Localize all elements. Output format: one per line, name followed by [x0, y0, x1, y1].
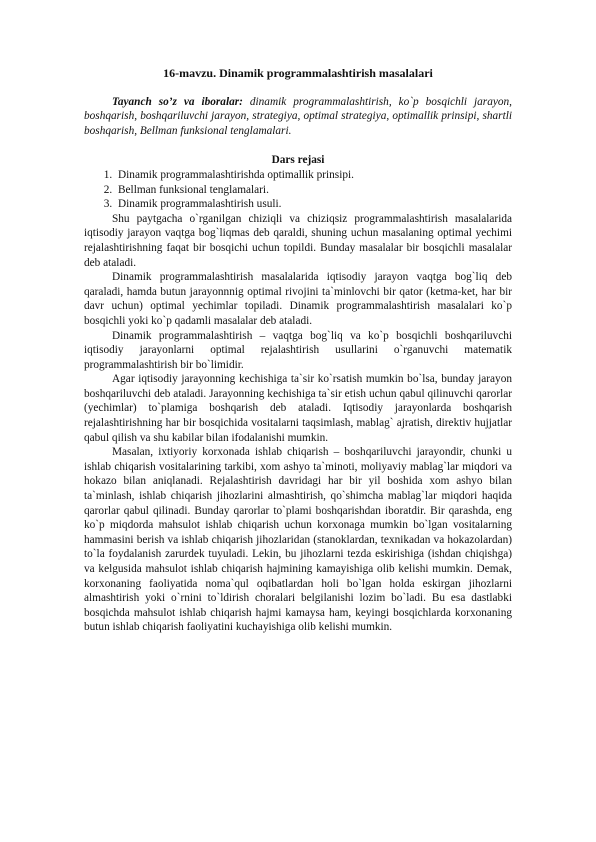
- body-paragraph: Shu paytgacha o`rganilgan chiziqli va chiziqsiz programmalashtirish masalalarida iqtisodiy jarayon vaqtga bog`liqmas deb qaraldi, shuning uchun masalaning optimal yechimi rejalashtirishning faqat bir bosqichi uchun topildi. Bunday masalalar bir bosqichli masalalar deb ataladi.: [84, 212, 512, 269]
- document-page: [84, 66, 512, 635]
- page-title: 16-mavzu. Dinamik programmalashtirish masalalari: [163, 66, 433, 80]
- plan-list: [84, 168, 512, 212]
- keywords-text: dinamik programmalashtirish, ko`p bosqichli jarayon, boshqarish, boshqariluvchi jarayon, strategiya, optimal strategiya, optimallik prinsipi, shartli boshqarish, Bellman funksional tenglamalari.: [84, 95, 512, 137]
- body-paragraph: Dinamik programmalashtirish – vaqtga bog`liq va ko`p bosqichli boshqariluvchi iqtisodiy jarayonlarni optimal rejalashtirish usullarini o`rganuvchi matematik programmalashtirish bir bo`limidir.: [84, 329, 512, 371]
- plan-item: 2. Bellman funksional tenglamalari.: [115, 183, 512, 198]
- body-paragraph: Dinamik programmalashtirish masalalarida iqtisodiy jarayon vaqtga bog`liq deb qaraladi, hamda butun jarayonnnig optimal rivojini ta`minlovchi bir qator (ketma-ket, har bir davr uchun) optimal yechimlar topiladi. Dinamik programmalashtirish masalalari ko`p bosqichli yoki ko`p qadamli masalalar deb ataladi.: [84, 271, 512, 327]
- plan-title: Dars rejasi: [271, 154, 325, 167]
- body-paragraph: Agar iqtisodiy jarayonning kechishiga ta`sir ko`rsatish mumkin bo`lsa, bunday jarayon boshqariluvchi deb ataladi. Jarayonning kechishiga ta`sir etish uchun qabul qilinuvchi qarorlar (yechimlar) to`plamiga boshqarish deb ataladi. Iqtisodiy jarayonlarda boshqarish rejalashtirishning har bir bosqichida vositalarni taqsimlash, mablag` ajratish, direktiv hujjatlar qabul qilish va shu kabilar bilan ifodalanishi mumkin.: [84, 373, 512, 444]
- plan-item: 1. Dinamik programmalashtirishda optimallik prinsipi.: [115, 168, 512, 183]
- keywords-label: Tayanch so’z va iboralar:: [112, 95, 243, 108]
- plan-item: 3. Dinamik programmalashtirish usuli.: [115, 197, 512, 212]
- keywords-paragraph: [84, 95, 512, 139]
- body-paragraph: Masalan, ixtiyoriy korxonada ishlab chiqarish – boshqariluvchi jarayondir, chunki u ishlab chiqarish vositalarining tarkibi, xom ashyo ta`minoti, moliyaviy mablag`lar miqdori va hokazo bilan aniqlanadi. Rejalashtirish davridagi har bir yil boshida xom ashyo bilan ta`minlash, ishlab chiqarish jihozlarini almashtirish, qo`shimcha mablag`lar miqdori haqida qarorlar qabul qilinadi. Bunday qarorlar to`plami boshqarishdan iboratdir. Bir qarashda, eng ko`p miqdorda mahsulot ishlab chiqarish uchun korxonaga mumkin bo`lgan vositalarning hammasini berish va ishlab chiqarish jihozlaridan (stanoklardan, texnikadan va hokazolardan) to`la foydalanish zarurdek tuyuladi. Lekin, bu jihozlarni tezda eskirishiga (ishdan chiqishga) va kelgusida mahsulot ishlab chiqarish hajmining kamayishiga olib kelishi mumkin. Demak, korxonaning faoliyatida noma`qul oqibatlardan holi bo`lgan holda eskirgan jihozlarni almashtirish yoki o`rnini to`ldirish choralari belgilanishi lozim bo`ladi. Bu esa dastlabki bosqichda mahsulot ishlab chiqarish hajmi kamaysa ham, keyingi bosqichlarda korxonaning butun ishlab chiqarish faoliyatini kuchayishiga olib kelishi mumkin.: [84, 446, 512, 634]
